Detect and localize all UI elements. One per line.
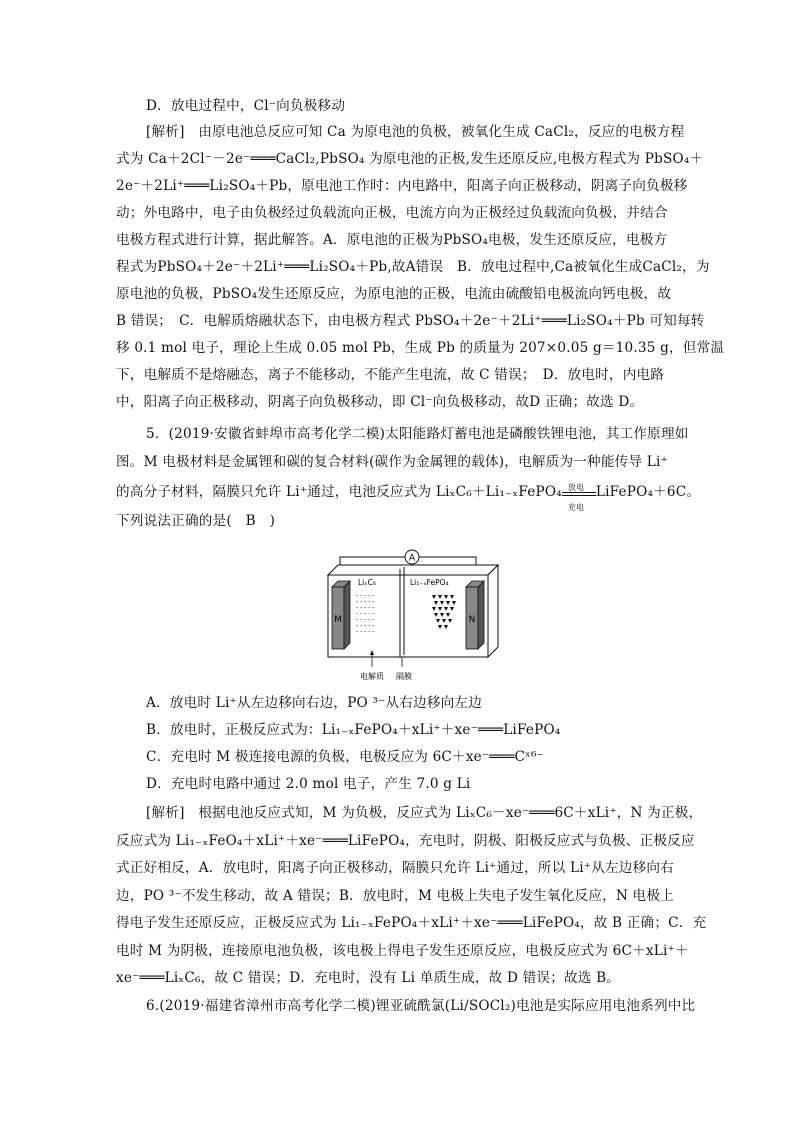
svg-text:- - - - -: - - - - -	[356, 592, 375, 599]
option-c: C．充电时 M 极连接电源的负极，电极反应为 6C＋xe⁻═══Cˣ⁶⁻	[146, 749, 545, 765]
svg-text:- - - - -: - - - - -	[356, 604, 375, 611]
question-6-line: 6.(2019·福建省漳州市高考化学二模)锂亚硫酰氯(Li/SOCl₂)电池是实际应用电池系列中比	[146, 998, 696, 1014]
discharge-label: 放电	[567, 482, 585, 492]
electrode-m-label: M	[334, 615, 342, 625]
analysis-line: 动；外电路中，电子由负极经过负载流向正极，电流方向为正极经过负载流向负极，并结合	[116, 205, 668, 221]
analysis-5-line: 电时 M 为阴极，连接原电池负极，该电极上得电子发生还原反应，电极反应式为 6C＋xLi⁺＋	[116, 943, 689, 959]
option-a: A．放电时 Li⁺从左边移向右边，PO ³⁻从右边移向左边	[146, 695, 483, 711]
analysis-line: B 错误； C．电解质熔融状态下，由电极方程式 PbSO₄＋2e⁻＋2Li⁺═══Li₂SO₄＋Pb 可知每转	[116, 313, 705, 329]
reaction-right: LiFePO₄＋6C。	[595, 484, 701, 500]
svg-text:- - - - -: - - - - -	[356, 610, 375, 617]
svg-text:- - - - -: - - - - -	[356, 628, 375, 635]
right-material-label: Li₁₋ₓFePO₄	[410, 578, 449, 587]
analysis-line: 2e⁻＋2Li⁺═══Li₂SO₄＋Pb，原电池工作时：内电路中，阳离子向正极移动，阴离子向负极移	[116, 178, 688, 194]
electrolyte-label: 电解质	[360, 672, 384, 681]
carbon-layer-pattern	[356, 592, 374, 635]
analysis-line: 程式为PbSO₄＋2e⁻＋2Li⁺═══Li₂SO₄＋Pb,故A错误 B．放电过程中,Ca被氧化生成CaCl₂，为	[116, 259, 710, 275]
analysis-5-line: 边，PO ³⁻不发生移动，故 A 错误；B．放电时，M 电极上失电子发生氧化反应，N 电极上	[116, 888, 674, 904]
question-5-line: 图。M 电极材料是金属锂和碳的复合材料(碳作为金属锂的载体)，电解质为一种能传导 Li⁺	[116, 454, 668, 470]
analysis-5-line: [解析] 根据电池反应式知，M 为负极，反应式为 LiₓC₆－xe⁻═══6C＋xLi⁺，N 为正极，	[146, 805, 703, 821]
svg-text:- - - - -: - - - - -	[356, 622, 375, 629]
analysis-line: 原电池的负极，PbSO₄发生还原反应，为原电池的正极，电流由硫酸铅电极流向钙电极，故	[116, 286, 672, 302]
ammeter-label: A	[408, 553, 416, 564]
question-5-line: 5．(2019·安徽省蚌埠市高考化学二模)太阳能路灯蓄电池是磷酸铁锂电池，其工作原理如	[146, 426, 689, 442]
analysis-5-line: 得电子发生还原反应，正极反应式为 Li₁₋ₓFePO₄＋xLi⁺＋xe⁻═══LiFePO₄，故 B 正确；C．充	[116, 915, 707, 931]
option-b: B．放电时，正极反应式为：Li₁₋ₓFePO₄＋xLi⁺＋xe⁻═══LiFePO₄	[146, 722, 561, 738]
option-d-prev: D．放电过程中，Cl⁻向负极移动	[146, 98, 346, 114]
reversible-arrow	[562, 482, 596, 512]
analysis-5-line: 反应式为 Li₁₋ₓFeO₄＋xLi⁺＋xe⁻═══LiFePO₄，充电时，阴极、阳极反应式与负极、正极反应	[116, 833, 695, 849]
svg-text:- - - - -: - - - - -	[356, 616, 375, 623]
tank-side	[488, 565, 498, 657]
svg-text:- - - - -: - - - - -	[356, 598, 375, 605]
left-material-label: LiₓC₆	[358, 578, 376, 587]
analysis-line: 电极方程式进行计算，据此解答。A．原电池的正极为PbSO₄电极，发生还原反应，电极方	[116, 232, 668, 248]
battery-diagram-svg	[322, 545, 502, 685]
analysis-5-line: 式正好相反，A．放电时，阳离子向正极移动，隔膜只允许 Li⁺通过，所以 Li⁺从左边移向右	[116, 860, 674, 876]
option-d: D．充电时电路中通过 2.0 mol 电子，产生 7.0 g Li	[146, 776, 471, 792]
question-5-reaction-line	[116, 482, 701, 512]
reaction-left: 的高分子材料，隔膜只允许 Li⁺通过，电池反应式为 LiₓC₆＋Li₁₋ₓFePO₄	[116, 484, 562, 500]
tank-top	[328, 565, 498, 575]
electrode-n-label: N	[468, 615, 476, 625]
tank-front	[328, 575, 488, 657]
analysis-line: [解析] 由原电池总反应可知 Ca 为原电池的负极，被氧化生成 CaCl₂，反应的电极方程	[146, 124, 685, 140]
analysis-line: 下，电解质不是熔融态，离子不能移动，不能产生电流，故 C 错误； D．放电时，内电路	[116, 367, 665, 383]
analysis-line: 式为 Ca＋2Cl⁻－2e⁻═══CaCl₂,PbSO₄ 为原电池的正极,发生还原反应,电极方程式为 PbSO₄＋	[116, 151, 704, 167]
battery-diagram	[322, 545, 502, 685]
charge-label: 充电	[567, 502, 585, 512]
analysis-5-line: xe⁻═══LiₓC₆，故 C 错误；D．充电时，没有 Li 单质生成，故 D 错误；故选 B。	[116, 970, 621, 986]
separator-label: 隔膜	[396, 672, 412, 681]
analysis-line: 中，阳离子向正极移动，阴离子向负极移动，即 Cl⁻向负极移动，故D 正确；故选 D。	[116, 394, 644, 410]
question-5-prompt: 下列说法正确的是( B )	[116, 513, 276, 529]
analysis-line: 移 0.1 mol 电子，理论上生成 0.05 mol Pb，生成 Pb 的质量为 207×0.05 g＝10.35 g，但常温	[116, 340, 725, 356]
